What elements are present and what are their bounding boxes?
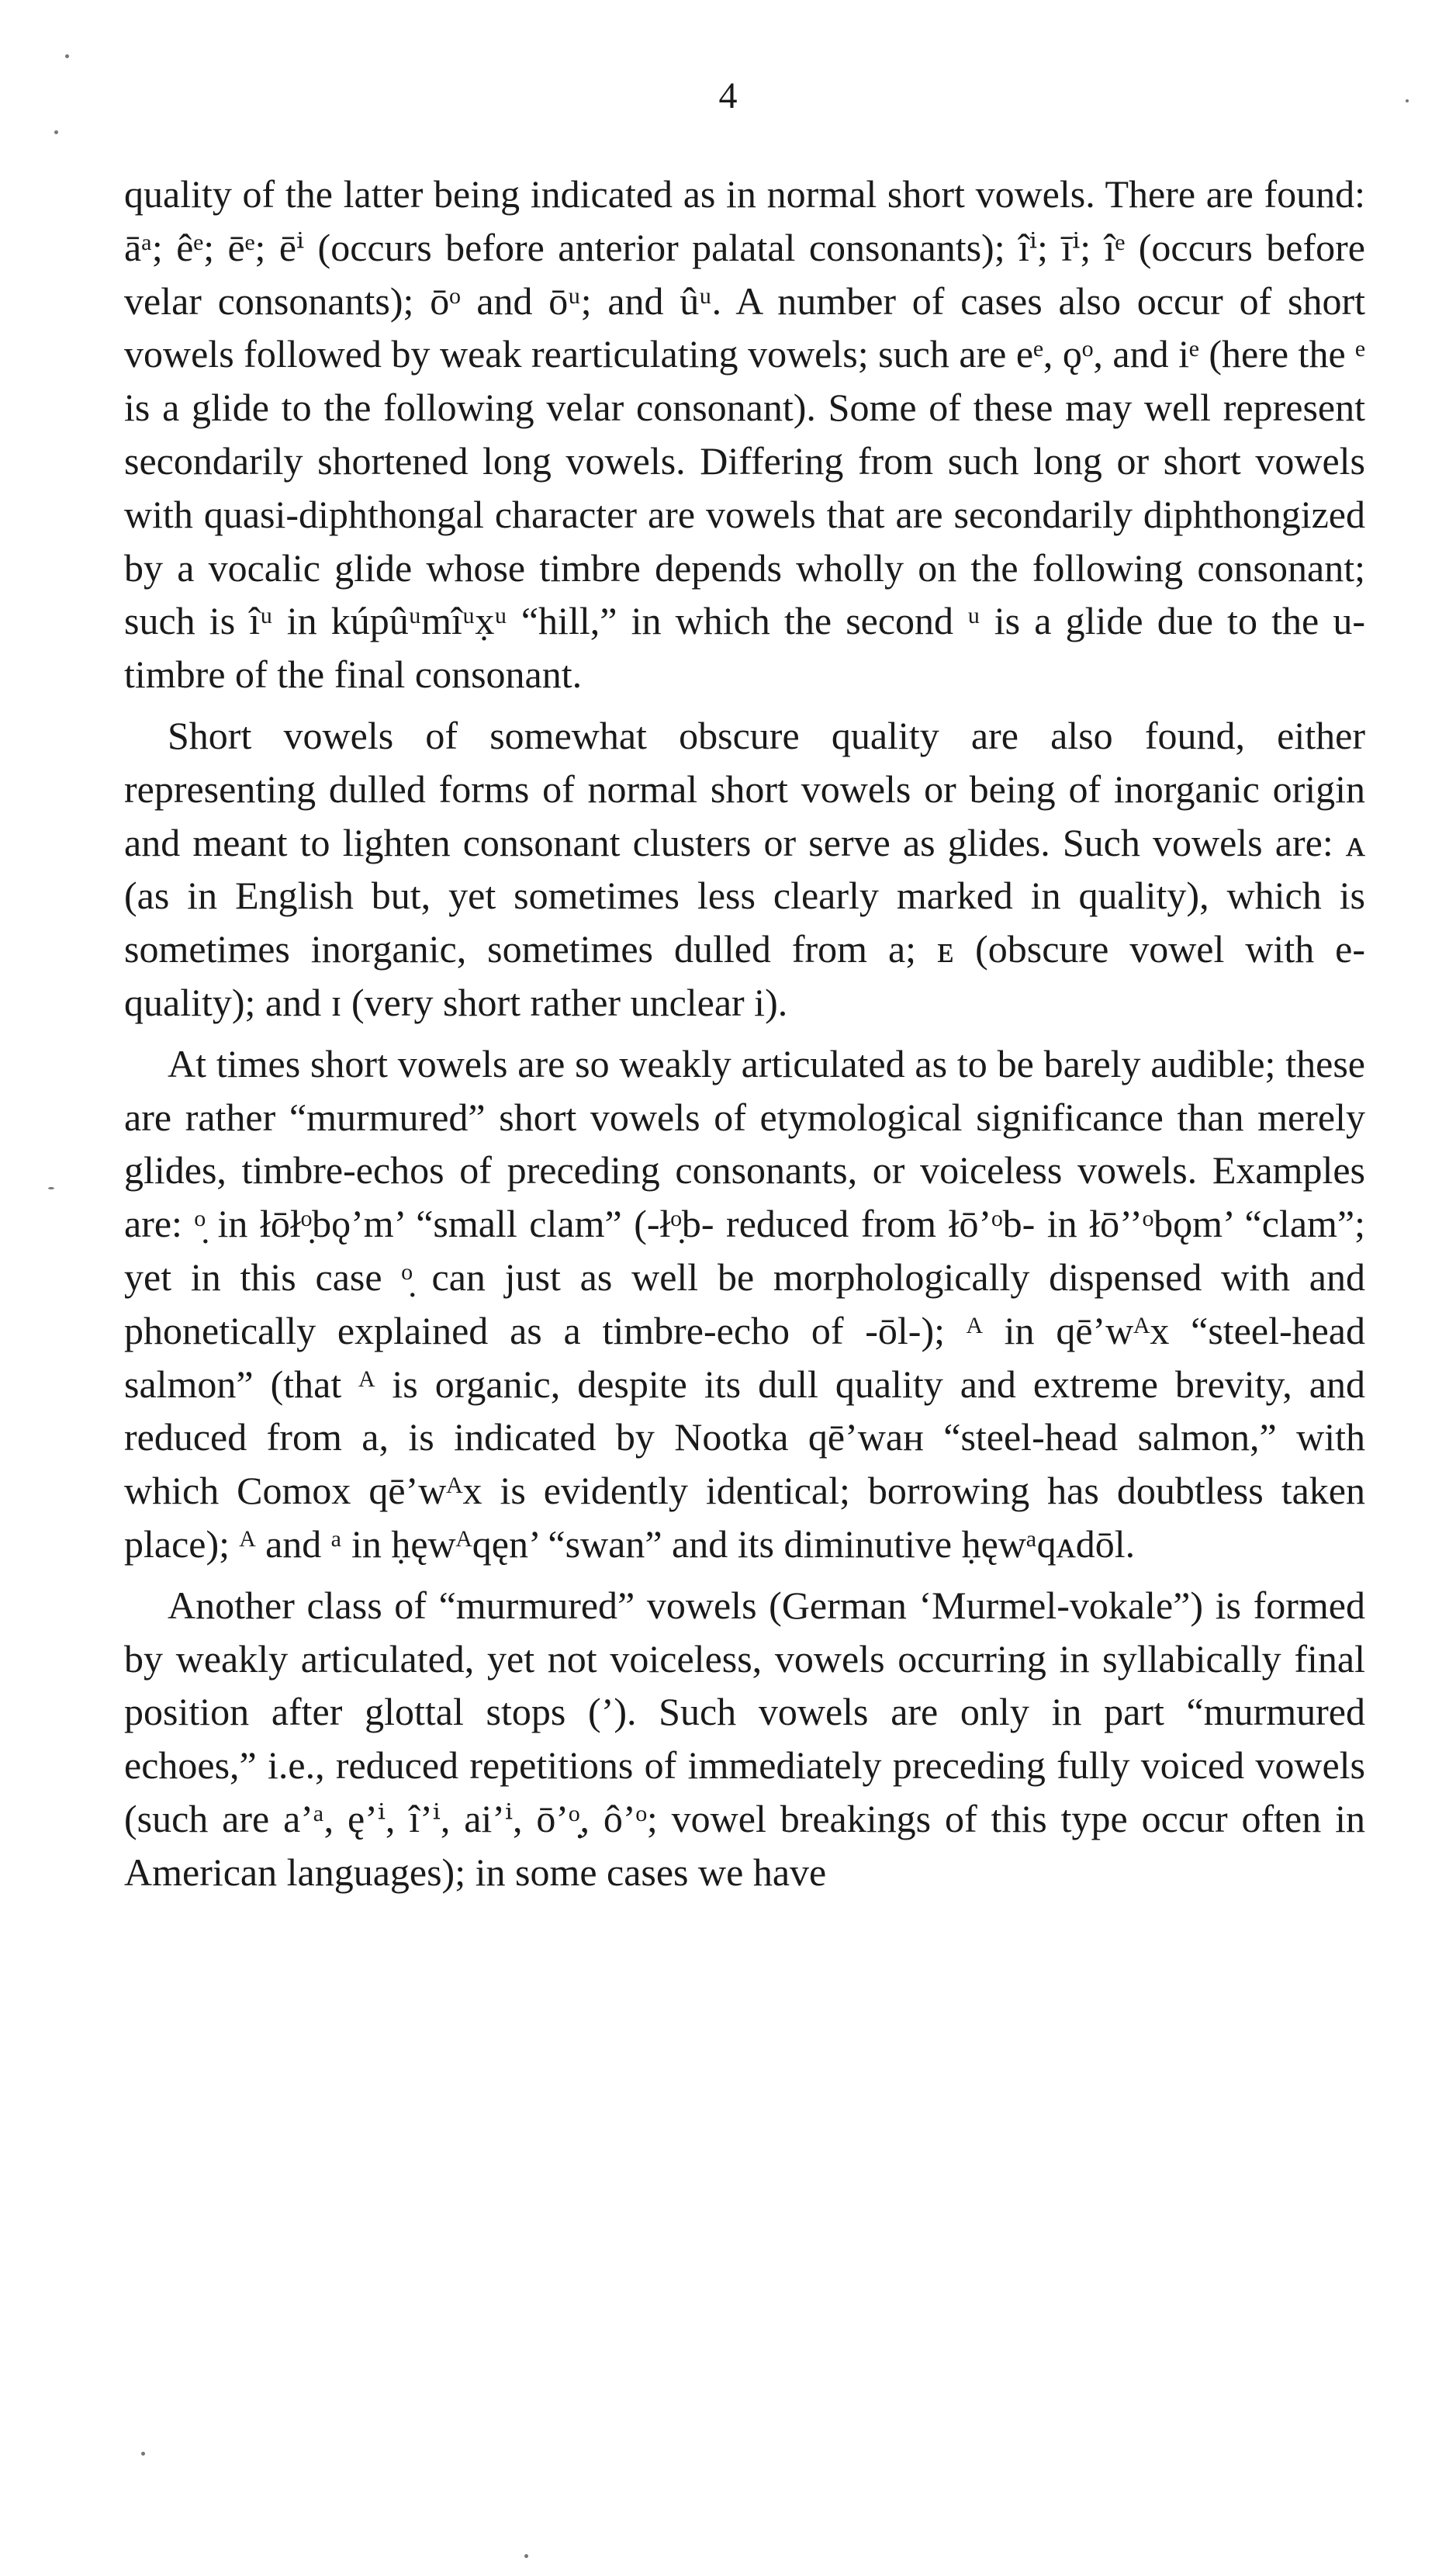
paragraph-obscure-vowels: Short vowels of somewhat obscure quality are also found, either representing dulled forms of normal short vowels or being of inorganic origin and meant to lighten consonant clusters or serve as glides. Such vowels are: ᴀ (as in English but, yet sometimes less clearly marked in quality), which is sometimes inorganic, sometimes dulled from a; ᴇ (obscure vowel with e-quality); and ɪ (very short rather unclear i). xyxy=(124,713,1365,1024)
scan-speck xyxy=(54,130,58,134)
paragraph-murmured-vowels: Another class of “murmured” vowels (German ‘Murmel-vokale”) is formed by weakly articulated, yet not voiceless, vowels occurring in syllabically final position after glottal stops (’). Such vowels are only in part “murmured echoes,” i.e., reduced repetitions of immediately preceding fully voiced vowels (such are a’ᵃ, ę’ⁱ, î’ⁱ, ai’ⁱ, ō’ᵒ̣, ô’ᵒ; vowel breakings of this type occur often in American languages); in some cases we have xyxy=(124,1583,1365,1894)
scan-speck xyxy=(141,2452,145,2456)
page-number: 4 xyxy=(718,75,738,116)
paragraph-vowel-qualities: quality of the latter being indicated as in normal short vowels. There are found: āᵃ; êᵉ; ēᵉ; ēⁱ (occurs before anterior palatal consonants); îⁱ; īⁱ; îᵉ (occurs before velar consonants); ōᵒ and ōᵘ; and ûᵘ. A number of cases also occur of short vowels followed by weak rearticulating vowels; such are eᵉ, ǫᵒ, and iᵉ (here the ᵉ is a glide to the following velar consonant). Some of these may well represent secondarily shortened long vowels. Differing from such long or short vowels with quasi-diphthongal character are vowels that are secondarily diphthongized by a vocalic glide whose timbre depends wholly on the following consonant; such is îᵘ in kúpûᵘmîᵘx̣ᵘ “hill,” in which the second ᵘ is a glide due to the u- timbre of the final consonant. xyxy=(124,172,1365,697)
scan-speck xyxy=(1406,99,1409,102)
scan-speck xyxy=(48,1187,54,1189)
body-text xyxy=(124,168,1365,1907)
paragraph-weak-articulation: At times short vowels are so weakly articulated as to be barely audible; these are rather “murmured” short vowels of etymological significance than merely glides, timbre-echos of preceding consonants, or voiceless vowels. Examples are: ᵒ̣ in łōłᵒ̣bǫ’m’ “small clam” (-łᵒ̣b- reduced from łō’ᵒb- in łō’’ᵒbǫm’ “clam”; yet in this case ᵒ̣ can just as well be morphologically dispensed with and phonetically explained as a timbre-echo of -ōl-); ᴬ in qē’wᴬx “steel-head salmon” (that ᴬ is organic, despite its dull quality and extreme brevity, and reduced from a, is indicated by Nootka qē’waʜ “steel-head salmon,” with which Comox qē’wᴬx is evidently identical; borrowing has doubtless taken place); ᴬ and ᵃ in ḥęwᴬqęn’ “swan” and its diminutive ḥęwᵃqᴀdōl. xyxy=(124,1041,1365,1566)
scan-speck xyxy=(524,2554,528,2558)
scan-speck xyxy=(65,54,69,58)
